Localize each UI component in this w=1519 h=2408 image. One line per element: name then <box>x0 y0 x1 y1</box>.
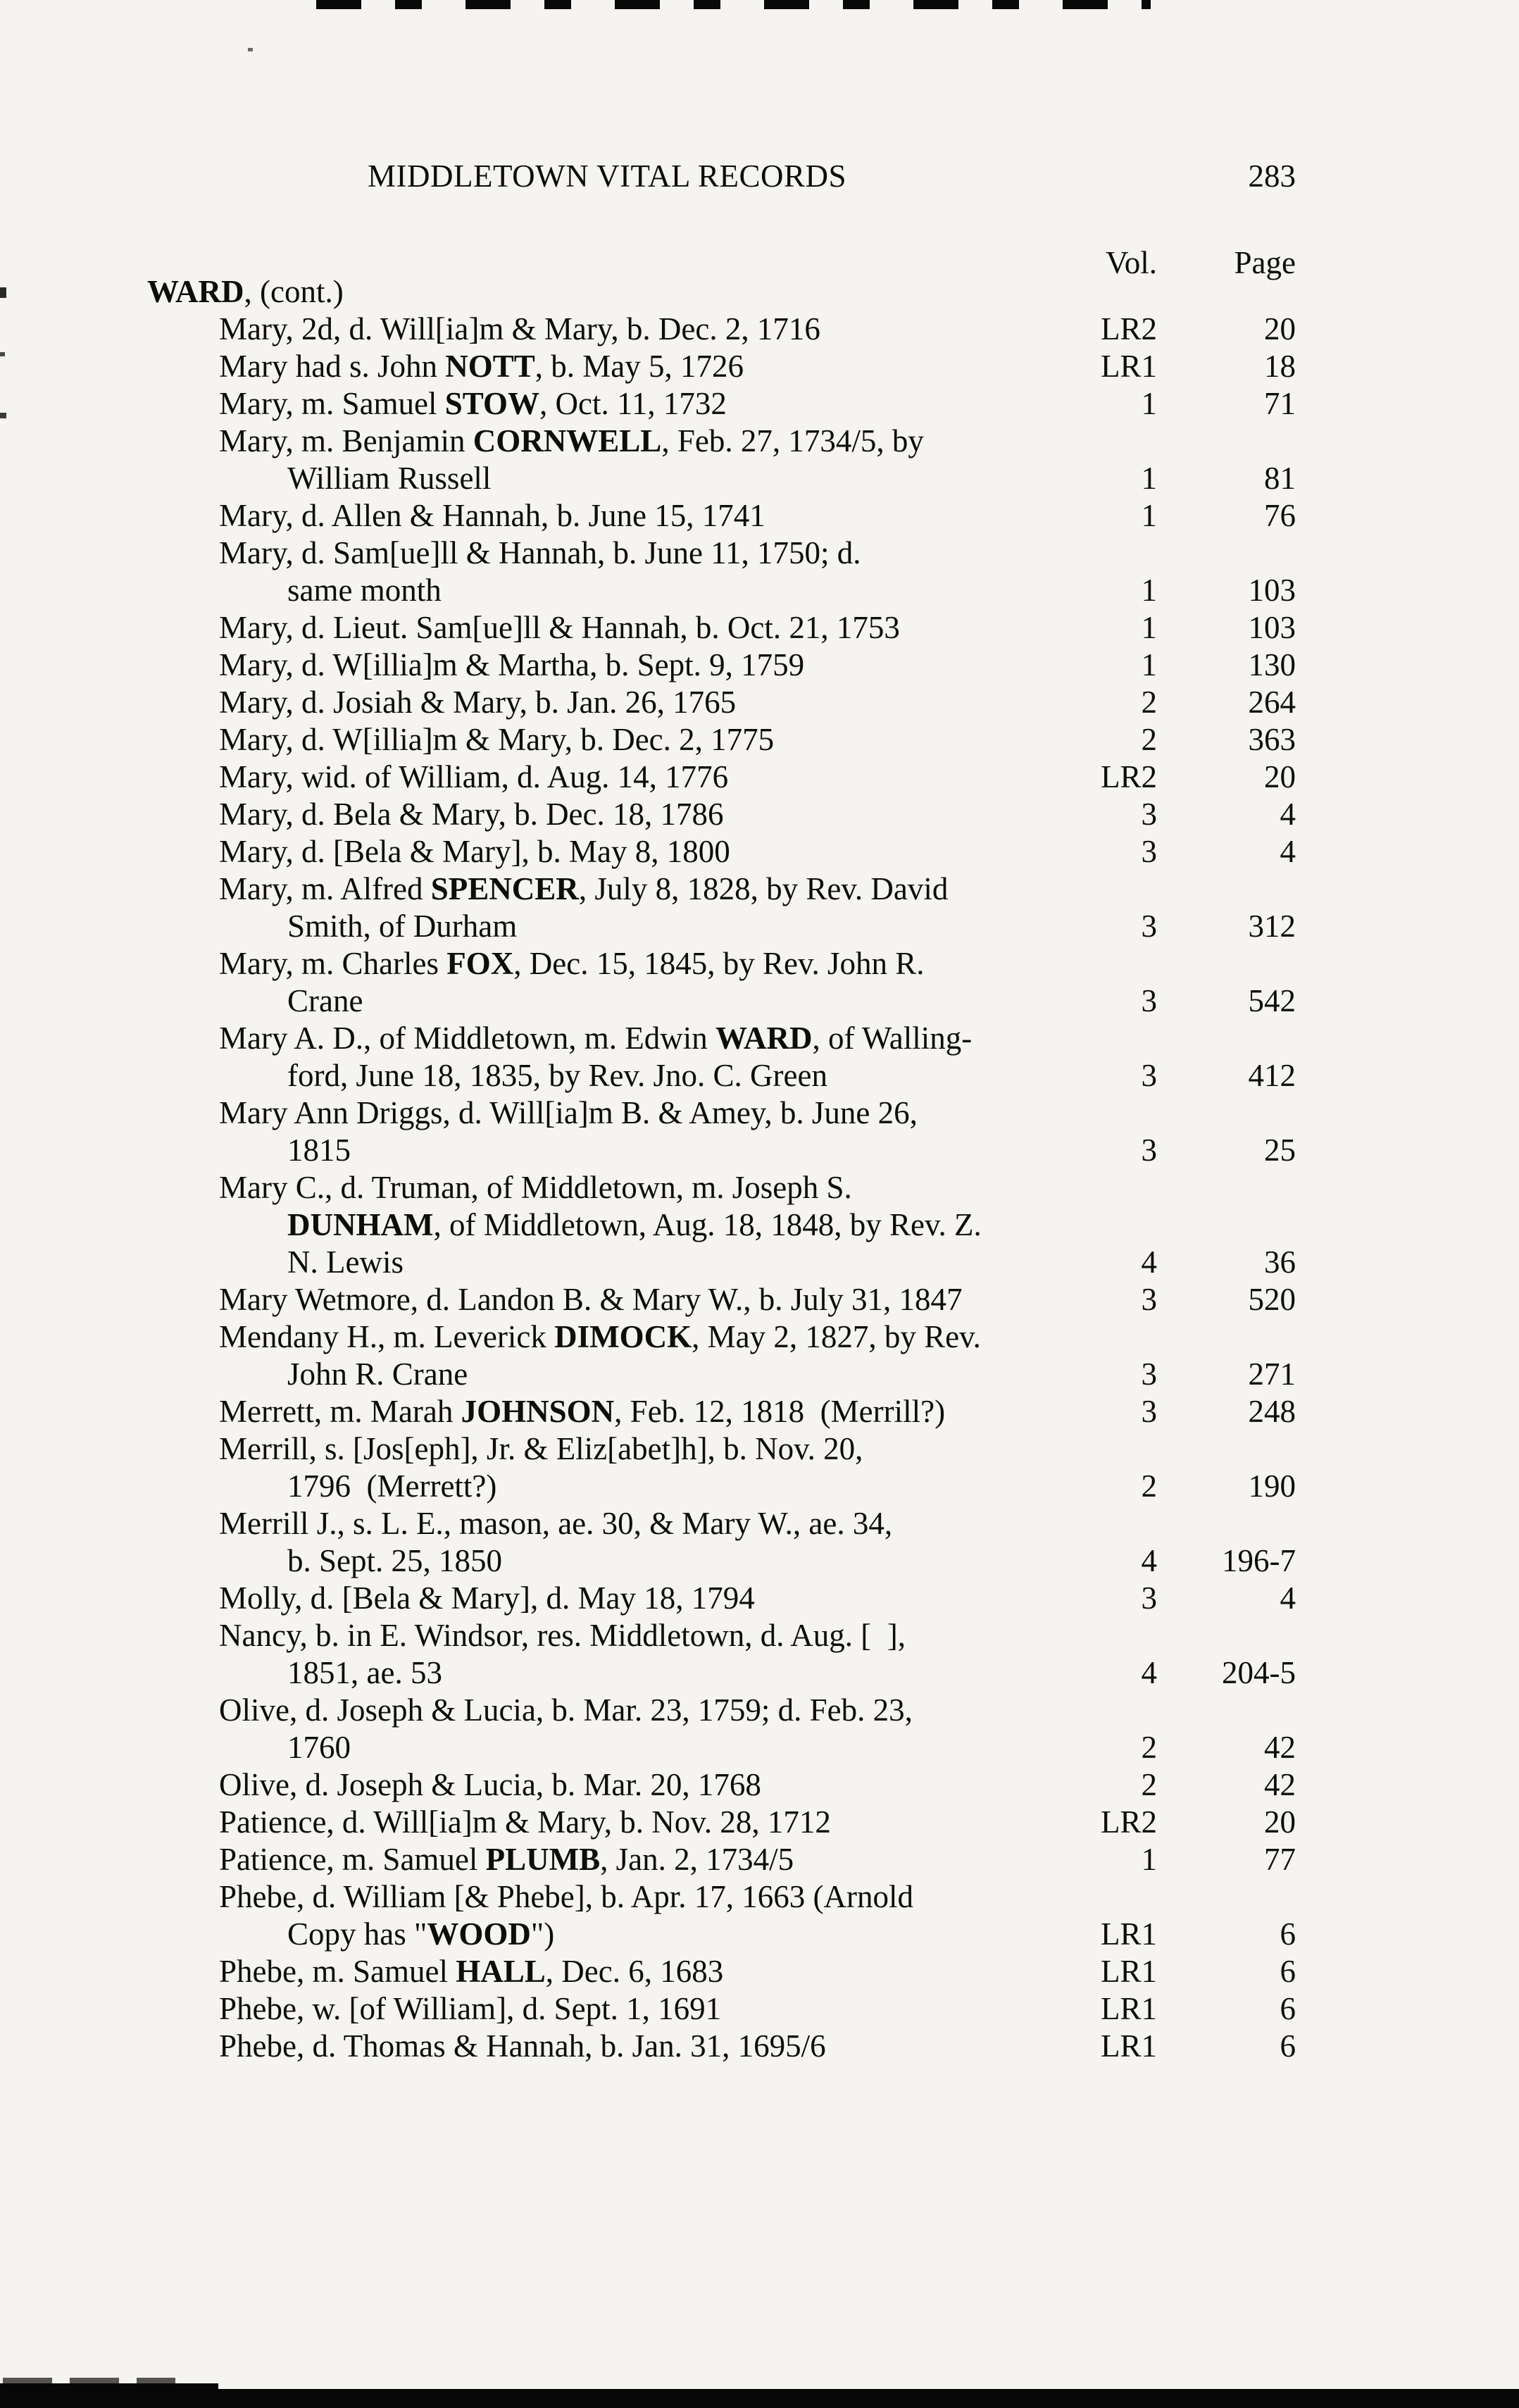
record-text: Phebe, d. William [& Phebe], b. Apr. 17, 1663 (Arnold <box>219 1879 914 1914</box>
record-text: Crane <box>287 983 363 1018</box>
vol-value: 1 <box>1141 647 1157 682</box>
page-title: MIDDLETOWN VITAL RECORDS <box>368 158 847 194</box>
vol-column-header: Vol. <box>1106 245 1157 280</box>
record-text: Merrill, s. [Jos[eph], Jr. & Eliz[abet]h], b. Nov. 20, <box>219 1431 863 1466</box>
record-text: Mary, m. Charles FOX, Dec. 15, 1845, by Rev. John R. <box>219 946 925 981</box>
record-line <box>0 1356 1519 1393</box>
page-value: 20 <box>1264 311 1296 347</box>
record-text: Mary had s. John NOTT, b. May 5, 1726 <box>219 349 744 384</box>
record-line <box>0 1580 1519 1617</box>
record-line <box>0 1094 1519 1132</box>
page-value: 4 <box>1280 834 1296 869</box>
page-value: 412 <box>1248 1058 1296 1093</box>
page-number: 283 <box>1248 158 1296 194</box>
page-value: 6 <box>1280 2028 1296 2064</box>
record-text: same month <box>287 573 442 608</box>
record-text: Nancy, b. in E. Windsor, res. Middletown, d. Aug. [ ], <box>219 1618 906 1653</box>
scan-artifact-top-dashes <box>316 0 1151 9</box>
page-value: 71 <box>1264 386 1296 421</box>
record-line <box>0 1654 1519 1692</box>
record-line <box>0 1692 1519 1729</box>
page-value: 196-7 <box>1222 1543 1296 1578</box>
record-text: 1815 <box>287 1133 351 1168</box>
vol-value: 4 <box>1141 1655 1157 1690</box>
scan-artifact-bottom-smudge <box>3 2378 175 2386</box>
page-value: 103 <box>1248 573 1296 608</box>
page-value: 271 <box>1248 1356 1296 1392</box>
record-line <box>0 759 1519 796</box>
record-text: Mary, d. Lieut. Sam[ue]ll & Hannah, b. Oct. 21, 1753 <box>219 610 900 645</box>
record-text: Olive, d. Joseph & Lucia, b. Mar. 20, 1768 <box>219 1767 761 1802</box>
page-value: 103 <box>1248 610 1296 645</box>
vol-value: 3 <box>1141 1356 1157 1392</box>
record-text: Mary, d. W[illia]m & Martha, b. Sept. 9, 1759 <box>219 647 805 682</box>
record-line <box>0 1020 1519 1057</box>
vol-value: LR1 <box>1100 349 1157 384</box>
vol-value: 3 <box>1141 834 1157 869</box>
record-text: Mary, d. [Bela & Mary], b. May 8, 1800 <box>219 834 730 869</box>
page-value: 542 <box>1248 983 1296 1018</box>
record-text: Copy has "WOOD") <box>287 1916 555 1952</box>
vol-value: 2 <box>1141 1730 1157 1765</box>
page-value: 4 <box>1280 797 1296 832</box>
record-line <box>0 1318 1519 1356</box>
record-text: Mary, d. Josiah & Mary, b. Jan. 26, 1765 <box>219 685 737 720</box>
vol-value: 1 <box>1141 498 1157 533</box>
page-value: 6 <box>1280 1954 1296 1989</box>
record-line <box>0 945 1519 982</box>
vol-value: LR2 <box>1100 759 1157 794</box>
record-text: Patience, m. Samuel PLUMB, Jan. 2, 1734/5 <box>219 1842 794 1877</box>
page-value: 20 <box>1264 759 1296 794</box>
vol-value: LR1 <box>1100 1954 1157 1989</box>
page-value: 248 <box>1248 1394 1296 1429</box>
record-text: Mendany H., m. Leverick DIMOCK, May 2, 1827, by Rev. <box>219 1319 981 1354</box>
scan-artifact-speck <box>248 48 253 51</box>
vol-value: 1 <box>1141 1842 1157 1877</box>
record-line <box>0 1878 1519 1916</box>
surname-group-heading <box>0 273 1519 311</box>
record-text: Patience, d. Will[ia]m & Mary, b. Nov. 28, 1712 <box>219 1804 831 1840</box>
record-line <box>0 1206 1519 1244</box>
record-text: Mary, m. Alfred SPENCER, July 8, 1828, by Rev. David <box>219 871 949 906</box>
record-line <box>0 572 1519 609</box>
record-line <box>0 647 1519 684</box>
record-line <box>0 348 1519 385</box>
record-line <box>0 535 1519 572</box>
page-value: 520 <box>1248 1282 1296 1317</box>
vol-value: 4 <box>1141 1244 1157 1280</box>
page-value: 42 <box>1264 1730 1296 1765</box>
record-text: b. Sept. 25, 1850 <box>287 1543 503 1578</box>
record-text: Phebe, d. Thomas & Hannah, b. Jan. 31, 1695/6 <box>219 2028 826 2064</box>
record-text: 1796 (Merrett?) <box>287 1468 497 1504</box>
vol-value: 1 <box>1141 573 1157 608</box>
vol-value: 3 <box>1141 909 1157 944</box>
page-value: 264 <box>1248 685 1296 720</box>
record-text: Merrett, m. Marah JOHNSON, Feb. 12, 1818 (Merrill?) <box>219 1394 946 1429</box>
page-value: 190 <box>1248 1468 1296 1504</box>
record-text: Mary, wid. of William, d. Aug. 14, 1776 <box>219 759 729 794</box>
vol-value: 1 <box>1141 610 1157 645</box>
record-line <box>0 721 1519 759</box>
vol-value: 3 <box>1141 1282 1157 1317</box>
record-line <box>0 1953 1519 1990</box>
record-line <box>0 311 1519 348</box>
record-line <box>0 1169 1519 1206</box>
record-line <box>0 497 1519 535</box>
record-line <box>0 460 1519 497</box>
vol-value: 2 <box>1141 1767 1157 1802</box>
record-line <box>0 609 1519 647</box>
record-text: 1760 <box>287 1730 351 1765</box>
record-text: Mary C., d. Truman, of Middletown, m. Joseph S. <box>219 1170 852 1205</box>
record-line <box>0 1766 1519 1804</box>
record-text: Mary, m. Benjamin CORNWELL, Feb. 27, 1734/5, by <box>219 423 924 458</box>
record-text: Mary, m. Samuel STOW, Oct. 11, 1732 <box>219 386 727 421</box>
page-value: 4 <box>1280 1580 1296 1616</box>
record-line <box>0 1132 1519 1169</box>
record-text: Mary, d. W[illia]m & Mary, b. Dec. 2, 1775 <box>219 722 775 757</box>
record-text: John R. Crane <box>287 1356 468 1392</box>
record-line <box>0 1505 1519 1542</box>
record-line <box>0 982 1519 1020</box>
vol-value: 3 <box>1141 1058 1157 1093</box>
vol-value: LR1 <box>1100 2028 1157 2064</box>
record-line <box>0 1916 1519 1953</box>
vol-value: 2 <box>1141 1468 1157 1504</box>
record-text: 1851, ae. 53 <box>287 1655 442 1690</box>
vol-value: 3 <box>1141 1394 1157 1429</box>
record-text: Smith, of Durham <box>287 909 518 944</box>
record-line <box>0 684 1519 721</box>
vol-value: LR2 <box>1100 1804 1157 1840</box>
record-text: Phebe, w. [of William], d. Sept. 1, 1691 <box>219 1991 722 2026</box>
record-text: Mary, d. Sam[ue]ll & Hannah, b. June 11, 1750; d. <box>219 535 861 570</box>
record-line <box>0 2028 1519 2065</box>
page-value: 76 <box>1264 498 1296 533</box>
record-line <box>0 1057 1519 1094</box>
record-text: ford, June 18, 1835, by Rev. Jno. C. Green <box>287 1058 827 1093</box>
record-text: Phebe, m. Samuel HALL, Dec. 6, 1683 <box>219 1954 724 1989</box>
record-line <box>0 1729 1519 1766</box>
record-line <box>0 796 1519 833</box>
record-text: DUNHAM, of Middletown, Aug. 18, 1848, by Rev. Z. <box>287 1207 982 1242</box>
continuation-label: , (cont.) <box>244 274 344 309</box>
record-line <box>0 1990 1519 2028</box>
running-head <box>0 158 1519 195</box>
vol-value: 3 <box>1141 1580 1157 1616</box>
record-text: Olive, d. Joseph & Lucia, b. Mar. 23, 1759; d. Feb. 23, <box>219 1692 913 1728</box>
page-value: 18 <box>1264 349 1296 384</box>
record-line <box>0 1281 1519 1318</box>
record-line <box>0 871 1519 908</box>
record-text: Mary Wetmore, d. Landon B. & Mary W., b. July 31, 1847 <box>219 1282 963 1317</box>
vol-value: 3 <box>1141 1133 1157 1168</box>
group-heading-text <box>147 273 344 311</box>
page-value: 204-5 <box>1222 1655 1296 1690</box>
record-line <box>0 1804 1519 1841</box>
record-text: Merrill J., s. L. E., mason, ae. 30, & Mary W., ae. 34, <box>219 1506 893 1541</box>
record-line <box>0 1542 1519 1580</box>
vol-value: 2 <box>1141 685 1157 720</box>
record-line <box>0 1468 1519 1505</box>
record-line <box>0 1617 1519 1654</box>
vol-value: LR1 <box>1100 1991 1157 2026</box>
record-line <box>0 1393 1519 1430</box>
vol-value: 4 <box>1141 1543 1157 1578</box>
record-line <box>0 833 1519 871</box>
record-text: Molly, d. [Bela & Mary], d. May 18, 1794 <box>219 1580 755 1616</box>
surname-label: WARD <box>147 274 244 309</box>
record-line <box>0 1244 1519 1281</box>
record-text: Mary A. D., of Middletown, m. Edwin WARD, of Walling- <box>219 1021 973 1056</box>
scan-artifact-bottom-bar <box>0 2389 1519 2408</box>
record-text: Mary, d. Allen & Hannah, b. June 15, 1741 <box>219 498 765 533</box>
records-list <box>0 273 1519 2065</box>
page-value: 81 <box>1264 461 1296 496</box>
page-value: 312 <box>1248 909 1296 944</box>
vol-value: LR2 <box>1100 311 1157 347</box>
page-value: 20 <box>1264 1804 1296 1840</box>
page-value: 6 <box>1280 1991 1296 2026</box>
record-text: N. Lewis <box>287 1244 404 1280</box>
record-line <box>0 423 1519 460</box>
vol-value: 3 <box>1141 983 1157 1018</box>
scan-artifact-bottom-bar <box>0 2383 218 2408</box>
vol-value: 1 <box>1141 386 1157 421</box>
vol-value: LR1 <box>1100 1916 1157 1952</box>
record-text: Mary, 2d, d. Will[ia]m & Mary, b. Dec. 2, 1716 <box>219 311 820 347</box>
record-line <box>0 1841 1519 1878</box>
record-line <box>0 1430 1519 1468</box>
record-line <box>0 908 1519 945</box>
record-text: Mary Ann Driggs, d. Will[ia]m B. & Amey, b. June 26, <box>219 1095 918 1130</box>
record-text: William Russell <box>287 461 492 496</box>
page-value: 42 <box>1264 1767 1296 1802</box>
page-value: 363 <box>1248 722 1296 757</box>
page-value: 36 <box>1264 1244 1296 1280</box>
page-value: 6 <box>1280 1916 1296 1952</box>
page-value: 77 <box>1264 1842 1296 1877</box>
record-text: Mary, d. Bela & Mary, b. Dec. 18, 1786 <box>219 797 724 832</box>
page-value: 130 <box>1248 647 1296 682</box>
vol-value: 3 <box>1141 797 1157 832</box>
vol-value: 2 <box>1141 722 1157 757</box>
vol-value: 1 <box>1141 461 1157 496</box>
record-line <box>0 385 1519 423</box>
page-column-header: Page <box>1234 245 1296 280</box>
page-value: 25 <box>1264 1133 1296 1168</box>
